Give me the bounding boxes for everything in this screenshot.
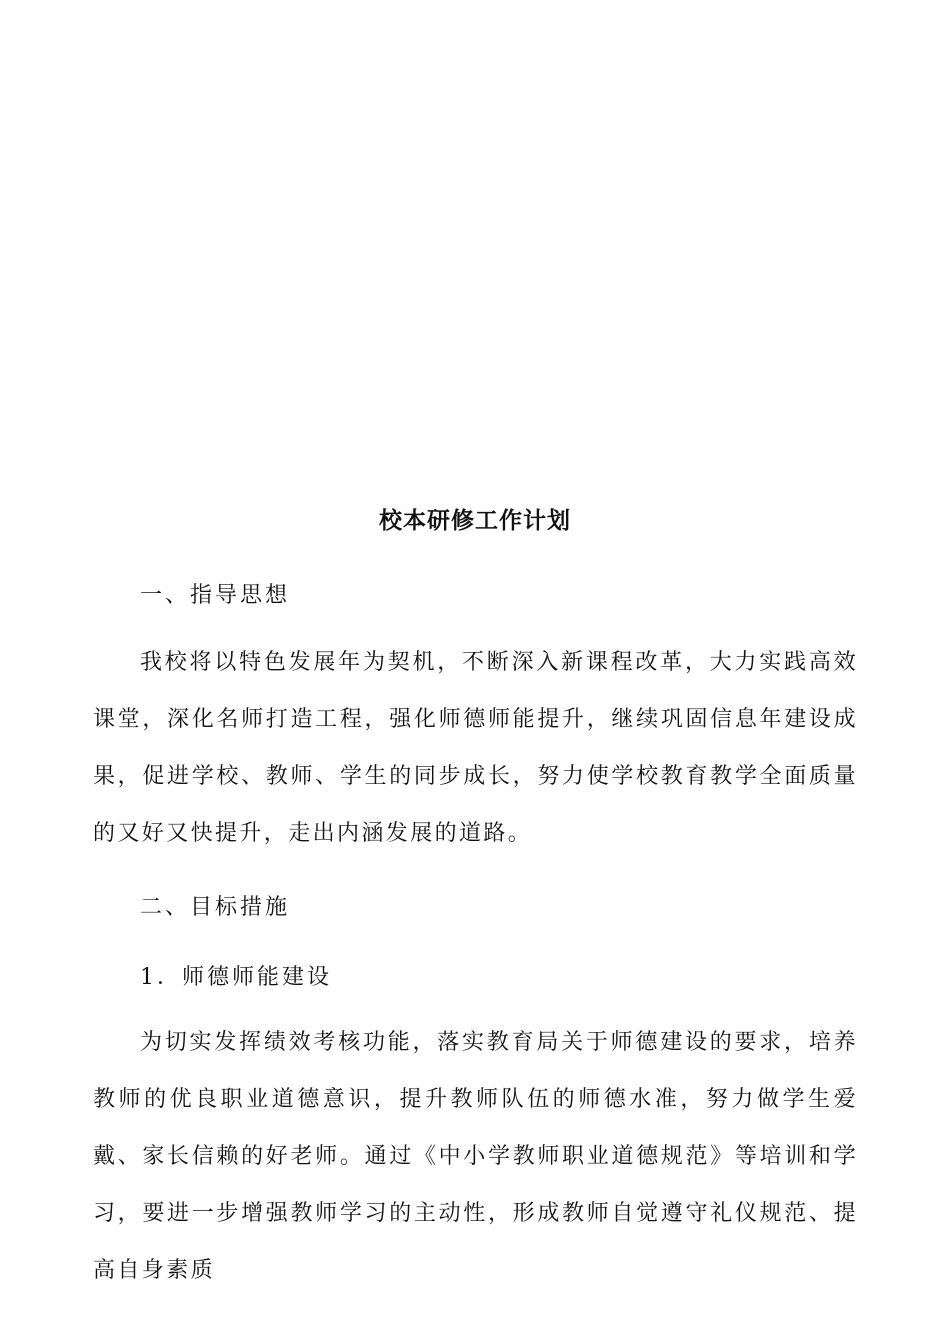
section-heading-goals-measures: 二、目标措施 [140, 895, 291, 920]
section-heading-guiding-ideology: 一、指导思想 [140, 583, 291, 608]
subsection-heading-ethics-ability: 1．师德师能建设 [140, 965, 332, 990]
document-title: 校本研修工作计划 [379, 507, 571, 534]
paragraph-guiding-ideology: 我校将以特色发展年为契机，不断深入新课程改革，大力实践高效课堂，深化名师打造工程，强化师德师能提升，继续巩固信息年建设成果，促进学校、教师、学生的同步成长，努力使学校教育教学全面质量的又好又快提升，走出内涵发展的道路。 [93, 650, 858, 846]
paragraph-ethics-ability: 为切实发挥绩效考核功能，落实教育局关于师德建设的要求，培养教师的优良职业道德意识，提升教师队伍的师德水准，努力做学生爱戴、家长信赖的好老师。通过《中小学教师职业道德规范》等培训和学习，要进一步增强教师学习的主动性，形成教师自觉遵守礼仪规范、提高自身素质 [93, 1030, 858, 1283]
